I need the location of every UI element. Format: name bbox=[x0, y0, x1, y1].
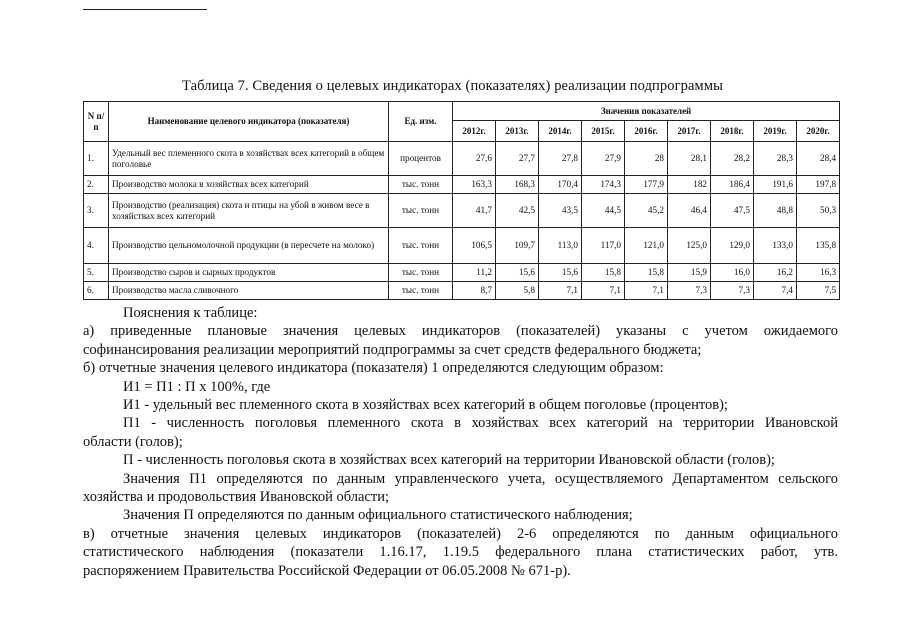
row-unit: тыс. тонн bbox=[389, 176, 453, 194]
row-value: 28,3 bbox=[754, 142, 797, 176]
table-header-row bbox=[84, 102, 840, 121]
header-year: 2012г. bbox=[453, 121, 496, 142]
row-name: Удельный вес племенного скота в хозяйствах всех категорий в общем поголовье bbox=[109, 142, 389, 176]
table-row bbox=[84, 176, 840, 194]
row-value: 27,7 bbox=[496, 142, 539, 176]
row-value: 135,8 bbox=[797, 228, 840, 264]
row-name: Производство молока в хозяйствах всех категорий bbox=[109, 176, 389, 194]
row-value: 27,6 bbox=[453, 142, 496, 176]
definition-p1: области (голов); bbox=[83, 433, 183, 450]
row-value: 113,0 bbox=[539, 228, 582, 264]
row-value: 28,1 bbox=[668, 142, 711, 176]
row-num: 4. bbox=[84, 228, 109, 264]
header-year: 2014г. bbox=[539, 121, 582, 142]
row-value: 182 bbox=[668, 176, 711, 194]
note-a-line: а) приведенные плановые значения целевых индикаторов (показателей) указаны с учетом ожидаемого bbox=[83, 323, 838, 340]
row-value: 7,1 bbox=[625, 282, 668, 300]
table-row bbox=[84, 264, 840, 282]
row-unit: тыс. тонн bbox=[389, 282, 453, 300]
row-name: Производство масла сливочного bbox=[109, 282, 389, 300]
row-num: 6. bbox=[84, 282, 109, 300]
row-num: 2. bbox=[84, 176, 109, 194]
row-value: 7,1 bbox=[582, 282, 625, 300]
header-name: Наименование целевого индикатора (показателя) bbox=[109, 102, 389, 142]
header-unit: Ед. изм. bbox=[389, 102, 453, 142]
header-year: 2017г. bbox=[668, 121, 711, 142]
row-value: 129,0 bbox=[711, 228, 754, 264]
header-year: 2018г. bbox=[711, 121, 754, 142]
row-value: 7,3 bbox=[711, 282, 754, 300]
row-value: 50,3 bbox=[797, 194, 840, 228]
row-num: 1. bbox=[84, 142, 109, 176]
note-a-line: софинансирования реализации мероприятий подпрограммы за счет средств федерального бюджета; bbox=[83, 341, 702, 358]
row-name: Производство (реализация) скота и птицы на убой в живом весе в хозяйствах всех категорий bbox=[109, 194, 389, 228]
row-value: 47,5 bbox=[711, 194, 754, 228]
header-year: 2019г. bbox=[754, 121, 797, 142]
row-value: 16,3 bbox=[797, 264, 840, 282]
row-value: 117,0 bbox=[582, 228, 625, 264]
row-value: 27,8 bbox=[539, 142, 582, 176]
row-value: 45,2 bbox=[625, 194, 668, 228]
top-rule bbox=[83, 9, 207, 10]
row-value: 16,0 bbox=[711, 264, 754, 282]
header-num: N п/п bbox=[84, 102, 109, 142]
row-value: 15,8 bbox=[582, 264, 625, 282]
row-unit: тыс. тонн bbox=[389, 264, 453, 282]
notes-heading: Пояснения к таблице: bbox=[123, 305, 258, 321]
note-b-line: б) отчетные значения целевого индикатора (показателя) 1 определяются следующим образом: bbox=[83, 360, 664, 377]
header-year: 2020г. bbox=[797, 121, 840, 142]
row-value: 48,8 bbox=[754, 194, 797, 228]
row-value: 16,2 bbox=[754, 264, 797, 282]
row-value: 28,4 bbox=[797, 142, 840, 176]
note-c-line: статистического наблюдения (показатели 1.16.17, 1.19.5 федерального плана статистических работ, утв. bbox=[83, 544, 838, 561]
note-c-line: в) отчетные значения целевых индикаторов (показателей) 2-6 определяются по данным официального bbox=[83, 525, 838, 542]
formula: И1 = П1 : П x 100%, где bbox=[123, 378, 271, 395]
row-value: 46,4 bbox=[668, 194, 711, 228]
table-row bbox=[84, 142, 840, 176]
row-value: 109,7 bbox=[496, 228, 539, 264]
row-value: 125,0 bbox=[668, 228, 711, 264]
row-value: 133,0 bbox=[754, 228, 797, 264]
indicators-table bbox=[83, 101, 840, 300]
table-row bbox=[84, 228, 840, 264]
table-row bbox=[84, 194, 840, 228]
row-value: 15,6 bbox=[539, 264, 582, 282]
row-name: Производство сыров и сырных продуктов bbox=[109, 264, 389, 282]
source-p1: Значения П1 определяются по данным управленческого учета, осуществляемого Департаментом сельского bbox=[123, 470, 838, 487]
row-unit: тыс. тонн bbox=[389, 194, 453, 228]
row-value: 8,7 bbox=[453, 282, 496, 300]
source-p: Значения П определяются по данным официального статистического наблюдения; bbox=[123, 507, 633, 524]
row-value: 43,5 bbox=[539, 194, 582, 228]
row-value: 121,0 bbox=[625, 228, 668, 264]
row-value: 11,2 bbox=[453, 264, 496, 282]
row-value: 177,9 bbox=[625, 176, 668, 194]
row-value: 5,8 bbox=[496, 282, 539, 300]
row-unit: процентов bbox=[389, 142, 453, 176]
row-value: 7,5 bbox=[797, 282, 840, 300]
row-value: 170,4 bbox=[539, 176, 582, 194]
header-year: 2015г. bbox=[582, 121, 625, 142]
row-value: 197,8 bbox=[797, 176, 840, 194]
row-value: 15,9 bbox=[668, 264, 711, 282]
row-value: 191,6 bbox=[754, 176, 797, 194]
row-num: 3. bbox=[84, 194, 109, 228]
source-p1: хозяйства и продовольствия Ивановской области; bbox=[83, 489, 389, 506]
definition-i1: И1 - удельный вес племенного скота в хозяйствах всех категорий в общем поголовье (процентов); bbox=[123, 397, 728, 414]
table-row bbox=[84, 282, 840, 300]
table-notes bbox=[83, 304, 838, 580]
row-value: 42,5 bbox=[496, 194, 539, 228]
row-value: 163,3 bbox=[453, 176, 496, 194]
header-year: 2013г. bbox=[496, 121, 539, 142]
row-unit: тыс. тонн bbox=[389, 228, 453, 264]
page-title: Таблица 7. Сведения о целевых индикаторах (показателях) реализации подпрограммы bbox=[182, 78, 723, 94]
header-values-group: Значения показателей bbox=[453, 102, 840, 121]
header-year: 2016г. bbox=[625, 121, 668, 142]
row-value: 106,5 bbox=[453, 228, 496, 264]
row-value: 15,6 bbox=[496, 264, 539, 282]
row-name: Производство цельномолочной продукции (в пересчете на молоко) bbox=[109, 228, 389, 264]
note-c-line: распоряжением Правительства Российской Федерации от 06.05.2008 № 671-р). bbox=[83, 562, 571, 579]
row-value: 174,3 bbox=[582, 176, 625, 194]
definition-p1: П1 - численность поголовья племенного скота в хозяйствах всех категорий на территории Ивановской bbox=[123, 415, 838, 432]
row-value: 28,2 bbox=[711, 142, 754, 176]
row-value: 28 bbox=[625, 142, 668, 176]
row-value: 41,7 bbox=[453, 194, 496, 228]
row-value: 44,5 bbox=[582, 194, 625, 228]
row-num: 5. bbox=[84, 264, 109, 282]
row-value: 27,9 bbox=[582, 142, 625, 176]
row-value: 168,3 bbox=[496, 176, 539, 194]
definition-p: П - численность поголовья скота в хозяйствах всех категорий на территории Ивановской области (голов); bbox=[123, 452, 775, 469]
row-value: 186,4 bbox=[711, 176, 754, 194]
row-value: 7,4 bbox=[754, 282, 797, 300]
row-value: 15,8 bbox=[625, 264, 668, 282]
row-value: 7,3 bbox=[668, 282, 711, 300]
row-value: 7,1 bbox=[539, 282, 582, 300]
